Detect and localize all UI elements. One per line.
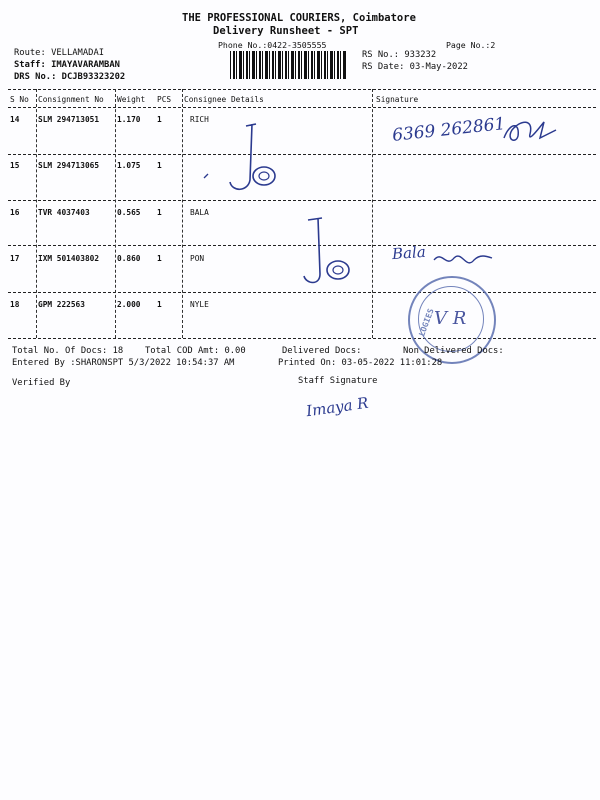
printed-on: Printed On: 03-05-2022 11:01:28 (278, 358, 443, 368)
handwritten-phone-note: 6369 262861 (391, 114, 507, 146)
row-sno: 14 (10, 115, 20, 124)
row-consignee: BALA (190, 208, 209, 217)
row-weight: 1.075 (117, 161, 141, 170)
staff: Staff: IMAYAVARAMBAN (14, 60, 120, 70)
signature-scribble-row14 (500, 112, 560, 148)
col-signature: Signature (376, 95, 419, 104)
row-sno: 16 (10, 208, 20, 217)
staff-handwritten-signature: Imaya R (305, 393, 370, 421)
row-consignee: RICH (190, 115, 209, 124)
route: Route: VELLAMADAI (14, 48, 105, 58)
stamp-ring-text: LOGIES (417, 307, 436, 338)
row-pcs: 1 (157, 161, 162, 170)
row-weight: 2.000 (117, 300, 141, 309)
col-sno: S No (10, 95, 29, 104)
phone-number: Phone No.:0422-3505555 (218, 40, 327, 50)
row-consignee: PON (190, 254, 205, 263)
staff-signature-label: Staff Signature (298, 376, 378, 386)
row-consignment: TVR 4037403 (38, 208, 90, 217)
row-sno: 17 (10, 254, 20, 263)
verified-by: Verified By (12, 378, 71, 388)
total-docs: Total No. Of Docs: 18 (12, 346, 124, 356)
total-cod: Total COD Amt: 0.00 (145, 346, 246, 356)
row-sno: 18 (10, 300, 20, 309)
signature-mark-row15 (196, 120, 286, 198)
handwritten-bala-signature: Bala (391, 242, 427, 264)
entered-by: Entered By :SHARONSPT 5/3/2022 10:54:37 AM (12, 358, 235, 368)
col-consignee: Consignee Details (184, 95, 264, 104)
non-delivered-docs: Non Delivered Docs: (403, 346, 504, 356)
row-consignment: SLM 294713065 (38, 161, 100, 170)
signature-mark-row17 (298, 214, 368, 290)
runsheet-title: Delivery Runsheet - SPT (213, 25, 359, 37)
row-consignee: NYLE (190, 300, 209, 309)
row-pcs: 1 (157, 254, 162, 263)
row-weight: 0.860 (117, 254, 141, 263)
row-consignment: GPM 222563 (38, 300, 85, 309)
barcode (230, 51, 346, 79)
row-consignment: IXM 501403802 (38, 254, 100, 263)
col-pcs: PCS (157, 95, 172, 104)
col-weight: Weight (117, 95, 146, 104)
rs-number: RS No.: 933232 (362, 50, 437, 60)
page-number: Page No.:2 (446, 40, 496, 50)
row-pcs: 1 (157, 300, 162, 309)
delivered-docs: Delivered Docs: (282, 346, 362, 356)
rs-date: RS Date: 03-May-2022 (362, 62, 468, 72)
row-weight: 0.565 (117, 208, 141, 217)
row-consignment: SLM 294713051 (38, 115, 100, 124)
drs-number: DRS No.: DCJB93323202 (14, 72, 126, 82)
row-weight: 1.170 (117, 115, 141, 124)
row-pcs: 1 (157, 115, 162, 124)
row-pcs: 1 (157, 208, 162, 217)
stamp-inner-text: V R (434, 308, 467, 329)
company-name: THE PROFESSIONAL COURIERS, Coimbatore (182, 12, 416, 24)
bala-signature-tail (432, 246, 494, 272)
col-consignment: Consignment No (38, 95, 104, 104)
row-sno: 15 (10, 161, 20, 170)
